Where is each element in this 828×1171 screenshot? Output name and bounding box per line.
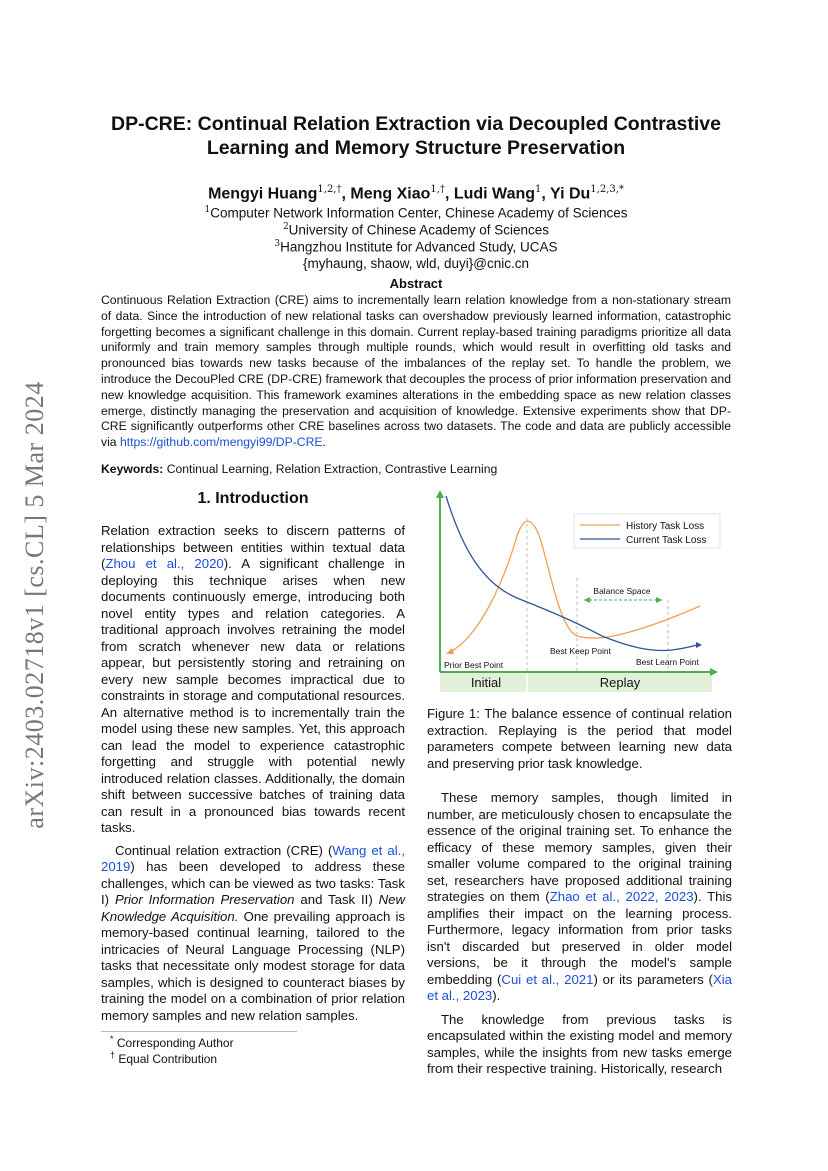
keywords-label: Keywords:: [101, 462, 164, 476]
affil-text: {myhaung, shaow, wld, duyi}@cnic.cn: [302, 256, 530, 271]
balance-arrow-right: [656, 597, 662, 603]
phase-initial-label: Initial: [470, 675, 502, 690]
affiliation-2: [100, 222, 732, 238]
affiliation-3: [100, 239, 732, 255]
text: Relation extraction seeks to discern patterns of relationships between entities within textual data (: [101, 523, 405, 571]
author-sup: 1,2,†: [317, 184, 342, 195]
abstract-body: [101, 293, 731, 451]
task-1-name: Prior Information Preservation: [114, 892, 295, 907]
citation-link[interactable]: Cui et al., 2021: [501, 971, 594, 987]
history-arrowhead: [446, 648, 454, 654]
legend-history-label: History Task Loss: [626, 521, 705, 532]
section-heading-introduction: 1. Introduction: [197, 490, 309, 507]
text: Continual relation extraction (CRE) (: [115, 842, 333, 858]
citation-link[interactable]: Wang et al., 2019: [101, 842, 405, 874]
title-line-1: DP-CRE: Continual Relation Extraction via Decoupled Contrastive: [110, 113, 721, 135]
footnote-equal: [110, 1050, 217, 1066]
author-sup: 1,†: [430, 184, 445, 195]
best-keep-point-label: Best Keep Point: [550, 646, 611, 656]
author-sup: 1: [535, 184, 542, 195]
keywords-text: Continual Learning, Relation Extraction, Contrastive Learning: [163, 462, 498, 476]
right-column: [427, 790, 732, 1078]
footnote-mark: †: [110, 1050, 116, 1060]
text: ).: [492, 988, 501, 1003]
footnote-rule: [101, 1031, 297, 1032]
right-paragraph-2: The knowledge from previous tasks is encapsulated within the existing model and memory samples, while the insights from new tasks emerge from their respective training. Historically, research: [427, 1011, 732, 1076]
affil-text: University of Chinese Academy of Sciences: [288, 222, 550, 238]
abstract-heading: Abstract: [389, 276, 443, 291]
figure-1-balance-diagram: [432, 488, 732, 696]
text: ) has been developed to address these challenges, which can be viewed as two tasks: Task I): [101, 859, 405, 907]
author-sep: ,: [541, 185, 550, 203]
footnote-mark: *: [110, 1034, 114, 1044]
author-sep: ,: [444, 185, 454, 203]
best-learn-point-label: Best Learn Point: [636, 657, 699, 667]
footnote-text: Equal Contribution: [115, 1052, 218, 1066]
author-sup: 1,2,3,*: [590, 184, 624, 195]
author-list: [100, 184, 732, 203]
author-emails: [100, 256, 732, 271]
affil-sup: 2: [282, 222, 289, 232]
abstract-text: Continuous Relation Extraction (CRE) aims to incrementally learn relation knowledge from a non-stationary stream of data. Since the introduction of new relational tasks can overshadow previously learned information, catastrophic forgetting becomes a significant challenge in this domain. Current replay-based training paradigms prioritize all data uniformly and train memory samples through multiple rounds, which would result in overfitting old tasks and pronounced bias towards new tasks because of the imbalances of the replay set. To handle the problem, we introduce the DecouPled CRE (DP-CRE) framework that decouples the process of prior information preservation and new knowledge acquisition. This framework examines alterations in the embedding space as new relation classes emerge, distinctly managing the preservation and acquisition of knowledge. Extensive experiments show that DP-CRE significantly outperforms other CRE baselines across two datasets. The code and data are publicly accessible via: [101, 293, 731, 450]
abstract-tail: .: [322, 435, 326, 450]
phase-replay-label: Replay: [599, 675, 641, 690]
intro-paragraph-1: [101, 523, 405, 837]
figure-1-caption: Figure 1: The balance essence of continual relation extraction. Replaying is the period that model parameters compete between learning new data and preserving prior task knowledge.: [427, 706, 732, 771]
balance-space-marker: [584, 586, 662, 603]
paper-title: [60, 112, 772, 160]
legend: [574, 514, 720, 548]
author-name: Meng Xiao: [350, 185, 431, 203]
arxiv-sidebar: [10, 360, 60, 850]
text: ). A significant challenge in deploying this technique arises when new documents continuously emerge, introducing both novel entity types and relation categories. A traditional approach involves retraining the model from scratch whenever new data or relations appear, but persistently storing and retraining on every new sample becomes impractical due to constraints in storage and computational resources. An alternative method is to incrementally train the model using these new samples. Yet, this approach can lead the model to experience catastrophic forgetting and struggle with potential newly introduced relation classes. Additionally, the domain shift between successive batches of training data can result in a pronounced bias towards recent tasks.: [101, 556, 405, 835]
affil-text: Hangzhou Institute for Advanced Study, UCAS: [280, 239, 558, 255]
keywords: [101, 462, 497, 476]
citation-link[interactable]: Zhao et al., 2022, 2023: [549, 889, 694, 904]
affil-sup: 1: [204, 205, 211, 215]
affil-sup: 3: [274, 239, 281, 249]
legend-current-label: Current Task Loss: [626, 535, 707, 546]
prior-best-point-label: Prior Best Point: [444, 660, 504, 670]
affil-text: Computer Network Information Center, Chinese Academy of Sciences: [210, 205, 628, 221]
balance-arrow-left: [584, 597, 590, 603]
balance-space-label: Balance Space: [593, 586, 651, 596]
affiliation-1: [100, 205, 732, 221]
footnote-text: Corresponding Author: [113, 1036, 234, 1050]
text: These memory samples, though limited in number, are meticulously chosen to encapsulate the essence of the original training set. To enhance the efficacy of these memory samples, given their smaller volume compared to the original training set, researchers have proposed additional training strategies on them (: [427, 790, 732, 904]
title-line-2: Learning and Memory Structure Preservation: [206, 137, 626, 159]
current-arrowhead: [696, 642, 702, 648]
author-name: Mengyi Huang: [208, 185, 318, 203]
task-2-name: New Knowledge Acquisition.: [101, 892, 405, 924]
citation-link[interactable]: Zhou et al., 2020: [105, 556, 224, 571]
arxiv-id: arXiv:2403.02718v1 [cs.CL] 5 Mar 2024: [20, 381, 49, 829]
citation-link[interactable]: Xia et al., 2023: [427, 971, 732, 1003]
author-name: Ludi Wang: [453, 185, 536, 203]
footnote-corresponding: [110, 1034, 234, 1050]
y-axis-arrow: [436, 490, 444, 498]
text: One prevailing approach is memory-based continual learning, tailored to the intricacies of Neural Language Processing (NLP) tasks that necessitate only modest storage for data samples, which is designed to counteract biases by training the model on a combination of prior relation memory samples and new relation samples.: [101, 908, 405, 1023]
text: ) or its parameters (: [593, 971, 713, 987]
text: and Task II): [294, 892, 379, 907]
left-column: [101, 523, 405, 1024]
x-axis-bar: [440, 672, 712, 692]
right-paragraph-1: [427, 790, 732, 1005]
text: ). This amplifies their impact on the learning process. Furthermore, legacy information from prior tasks isn't discarded but preserved in older model versions, be it through the model's sample embedding (: [427, 889, 732, 987]
intro-paragraph-2: [101, 843, 405, 1025]
author-sep: ,: [341, 185, 351, 203]
code-link[interactable]: https://github.com/mengyi99/DP-CRE: [119, 435, 323, 450]
author-name: Yi Du: [550, 185, 591, 203]
